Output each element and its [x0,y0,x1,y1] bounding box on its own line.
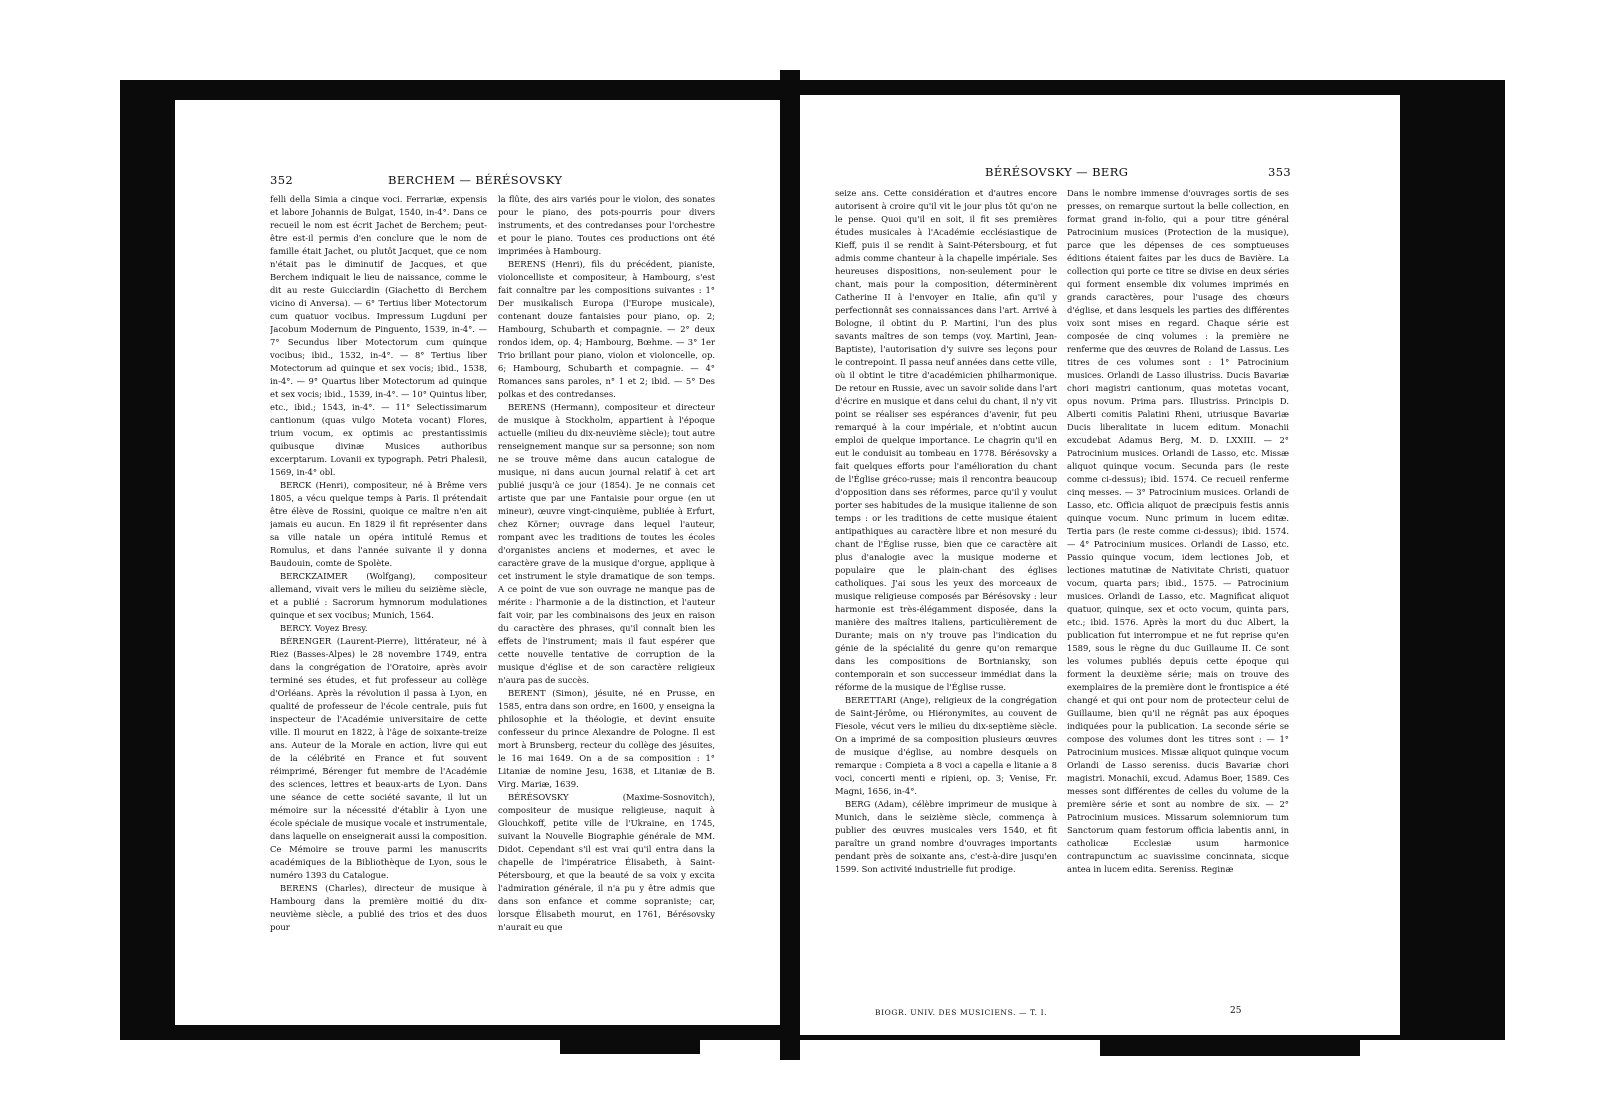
entry-text: seize ans. Cette considération et d'autres encore autorisent à croire qu'il vit le jour plus tôt qu'on ne le pense. Quoi qu'il en soit, il fit ses premières études musicales à l'Académie ecclésiastique de Kieff, puis il se rendit à Saint-Pétersbourg, et fut admis comme chanteur à la chapelle impériale. Ses heureuses dispositions, non-seulement pour le chant, mais pour la composition, déterminèrent Catherine II à l'envoyer en Italie, afin qu'il y perfectionnât ses connaissances dans l'art. Arrivé à Bologne, il obtint du P. Martini, l'un des plus savants maîtres de son temps (voy. Martini, Jean-Baptiste), l'autorisation d'y suivre ses leçons pour le contrepoint. Il passa neuf années dans cette ville, où il obtint le titre d'académicien philharmonique. De retour en Russie, avec un savoir solide dans l'art d'écrire en musique et dans celui du chant, il n'y vit point se réaliser ses espérances d'avenir, fut peu remarqué à la cour impériale, et n'obtint aucun emploi de quelque importance. Le chagrin qu'il en eut le conduisit au tombeau en 1778. Bérésovsky a fait quelques efforts pour l'amélioration du chant de l'Église gréco-russe; mais il rencontra beaucoup d'opposition dans ses réformes, parce qu'il y voulut porter ses habitudes de la musique italienne de son temps : or les traditions de cette musique étaient antipathiques au caractère libre et non mesuré du chant de l'Église russe, bien que ce caractère ait plus d'analogie avec la musique moderne et populaire que le plain-chant des églises catholiques. J'ai sous les yeux des morceaux de musique religieuse composés par Bérésovsky : leur harmonie est très-élégamment disposée, dans la manière des maîtres italiens, particulièrement de Durante; mais on n'y trouve pas l'indication du génie de la spécialité du genre qu'on remarque dans les compositions de Bortniansky, son contemporain et son successeur immédiat dans la réforme de la musique de l'Église russe. [835,188,1057,692]
entry-berens-hermann: BERENS (Hermann), compositeur et directeur de musique à Stockholm, appartient à l'époque actuelle (milieu du dix-neuvième siècle); tout autre renseignement manque sur sa personne; son nom ne se trouve même dans aucun catalogue de musique, ni dans aucun journal relatif à cet art publié jusqu'à ce jour (1854). Je ne connais cet artiste que par une Fantaisie pour orgue (en ut mineur), œuvre vingt-cinquième, publiée à Erfurt, chez Körner; ouvrage dans lequel l'auteur, rompant avec les traditions de toutes les écoles d'organistes anciens et modernes, et avec le caractère grave de la musique d'orgue, applique à cet instrument le style dramatique de son temps. A ce point de vue son ouvrage ne manque pas de mérite : l'harmonie a de la distinction, et l'auteur fait voir, par les combinaisons des jeux en raison du caractère des phrases, qu'il connaît bien les effets de l'instrument; mais il faut espérer que cette nouvelle tentative de corruption de la musique d'église et de son caractère religieux n'aura pas de succès. [498,402,715,685]
entry-text: felli della Simia a cinque voci. Ferrariæ, expensis et labore Johannis de Bulgat, 1540, in-4°. Dans ce recueil le nom est écrit Jachet de Berchem; peut-être est-il permis d'en conclure que le nom de famille était Jachet, ou plutôt Jacquet, que ce nom n'était pas le diminutif de Jacques, et que Berchem indiquait le lieu de naissance, comme le dit au reste Guicciardin (Giachetto di Berchem vicino di Anversa). — 6° Tertius liber Motectorum cum quatuor vocibus. Impressum Lugduni per Jacobum Modernum de Pinguento, 1539, in-4°. — 7° Secundus liber Motectorum cum quinque vocibus; ibid., 1532, in-4°. — 8° Tertius liber Motectorum ad quinque et sex vocis; ibid., 1538, in-4°. — 9° Quartus liber Motectorum ad quinque et sex vocis; ibid., 1539, in-4°. — 10° Quintus liber, etc., ibid.; 1543, in-4°. — 11° Selectissimarum cantionum (quas vulgo Moteta vocant) Flores, trium vocum, ex optimis ac prestantissimis quibusque divinæ Musices authoribus excerptarum. Lovanii ex typograph. Petri Phalesii, 1569, in-4° obl. [270,194,487,477]
signature-mark: 25 [1230,1006,1242,1016]
page-footer: BIOGR. UNIV. DES MUSICIENS. — T. I. [875,1008,1048,1017]
entry-beresovsky: BÉRÉSOVSKY (Maxime-Sosnovitch), compositeur de musique religieuse, naquit à Glouchkoff, petite ville de l'Ukraine, en 1745, suivant la Nouvelle Biographie générale de MM. Didot. Cependant s'il est vrai qu'il entra dans la chapelle de l'impératrice Élisabeth, à Saint-Pétersbourg, et que la beauté de sa voix y excita l'admiration générale, il n'a pu y être admis que dans son enfance et comme sopraniste; car, lorsque Élisabeth mourut, en 1761, Bérésovsky n'aurait eu que [498,792,715,932]
left-running-head: BERCHEM — BÉRÉSOVSKY [388,173,563,187]
entry-text: Dans le nombre immense d'ouvrages sortis de ses presses, on remarque surtout la belle collection, en format grand in-folio, qui a pour titre général Patrocinium musices (Protection de la musique), parce que les dépenses de ces somptueuses éditions étaient faites par les ducs de Bavière. La collection qui porte ce titre se divise en deux séries qui forment ensemble dix volumes imprimés en grands caractères, pour l'usage des chœurs d'église, et dans lesquels les parties des différentes voix sont mises en regard. Chaque série est composée de cinq volumes : la première ne renferme que des œuvres de Roland de Lassus. Les titres de ces volumes sont : 1° Patrocinium musices. Orlandi de Lasso illustriss. Ducis Bavariæ chori magistri cantionum, quas motetas vocant, opus novum. Prima pars. Illustriss. Principis D. Alberti comitis Palatini Rheni, utriusque Bavariæ Ducis liberalitate in lucem editum. Monachii excudebat Adamus Berg, M. D. LXXIII. — 2° Patrocinium musices. Orlandi de Lasso, etc. Missæ aliquot quinque vocum. Secunda pars (le reste comme ci-dessus); ibid. 1574. Ce recueil renferme cinq messes. — 3° Patrocinium musices. Orlandi de Lasso, etc. Officia aliquot de præcipuis festis annis quinque vocum. Nunc primum in lucem editæ. Tertia pars (le reste comme ci-dessus); ibid. 1574. — 4° Patrocinium musices. Orlandi de Lasso, etc. Passio quinque vocum, idem lectiones Job, et lectiones matutinæ de Nativitate Christi, quatuor vocum, quarta pars; ibid., 1575. — Patrocinium musices. Orlandi de Lasso, etc. Magnificat aliquot quatuor, quinque, sex et octo vocum, quinta pars, etc.; ibid. 1576. Après la mort du duc Albert, la publication fut interrompue et ne fut reprise qu'en 1589, sous le règne du duc Guillaume II. Ce sont les volumes publiés depuis cette époque qui forment la deuxième série; mais on trouve des exemplaires de la première dont le frontispice a été changé et qui ont pour nom de protecteur celui de Guillaume, bien qu'il ne régnât pas aux époques indiquées pour la publication. La seconde série se compose des volumes dont les titres sont : — 1° Patrocinium musices. Missæ aliquot quinque vocum Orlandi de Lasso sereniss. ducis Bavariæ chori magistri. Monachii, excud. Adamus Boer, 1589. Ces messes sont différentes de celles du volume de la première série et sont au nombre de six. — 2° Patrocinium musices. Missarum solemniorum tum Sanctorum quam festorum officia labentis anni, in catholicæ Ecclesiæ usum harmonice contrapunctum ac suavissime concinnata, sicque antea in lucem edita. Sereniss. Reginæ [1067,188,1289,874]
right-column-1 [835,187,1057,1002]
left-page [175,100,780,1025]
left-column-2 [498,193,715,1018]
right-running-head: BÉRÉSOVSKY — BERG [985,165,1129,179]
entry-berenger: BÉRENGER (Laurent-Pierre), littérateur, né à Riez (Basses-Alpes) le 28 novembre 1749, entra dans la congrégation de l'Oratoire, après avoir terminé ses études, et fut professeur au collège d'Orléans. Après la révolution il passa à Lyon, en qualité de professeur de l'école centrale, puis fut inspecteur de l'Académie universitaire de cette ville. Il mourut en 1822, à l'âge de soixante-treize ans. Auteur de la Morale en action, livre qui eut de la célébrité en France et fut souvent réimprimé, Bérenger fut membre de l'Académie des sciences, lettres et beaux-arts de Lyon. Dans une séance de cette société savante, il lut un mémoire sur la nécessité d'établir à Lyon une école spéciale de musique vocale et instrumentale, dans laquelle on enseignerait aussi la composition. Ce Mémoire se trouve parmi les manuscrits académiques de la Bibliothèque de Lyon, sous le numéro 1393 du Catalogue. [270,636,487,880]
scan-smudge [560,1040,700,1054]
entry-berens-henri: BERENS (Henri), fils du précédent, pianiste, violoncelliste et compositeur, à Hambourg, s'est fait connaître par les compositions suivantes : 1° Der musikalisch Europa (l'Europe musicale), contenant douze fantaisies pour piano, op. 2; Hambourg, Schubarth et compagnie. — 2° deux rondos idem, op. 4; Hambourg, Bœhme. — 3° 1er Trio brillant pour piano, violon et violoncelle, op. 6; Hambourg, Schubarth et compagnie. — 4° Romances sans paroles, n° 1 et 2; ibid. — 5° Des polkas et des contredanses. [498,259,715,399]
entry-berg: BERG (Adam), célèbre imprimeur de musique à Munich, dans le seizième siècle, commença à publier des œuvres musicales vers 1540, et fit paraître un grand nombre d'ouvrages importants pendant près de soixante ans, c'est-à-dire jusqu'en 1599. Son activité industrielle fut prodige. [835,799,1057,874]
left-page-number: 352 [270,173,294,187]
entry-berent: BERENT (Simon), jésuite, né en Prusse, en 1585, entra dans son ordre, en 1600, y enseigna la philosophie et la théologie, et devint ensuite confesseur du prince Alexandre de Pologne. Il est mort à Brunsberg, recteur du collège des jésuites, le 16 mai 1649. On a de sa composition : 1° Litaniæ de nomine Jesu, 1638, et Litaniæ de B. Virg. Mariæ, 1639. [498,688,715,789]
entry-text: la flûte, des airs variés pour le violon, des sonates pour le piano, des pots-pourris pour divers instruments, et des contredanses pour l'orchestre et pour le piano. Toutes ces productions ont été imprimées à Hambourg. [498,194,715,256]
right-column-2 [1067,187,1289,1002]
scan-smudge [1100,1038,1360,1056]
book-gutter [780,70,800,1060]
entry-berck: BERCK (Henri), compositeur, né à Brême vers 1805, a vécu quelque temps à Paris. Il prétendait être élève de Rossini, quoique ce maître n'en ait jamais eu aucun. En 1829 il fit représenter dans sa ville natale un opéra intitulé Remus et Romulus, et dans l'année suivante il y donna Baudouin, comte de Spolète. [270,480,487,568]
entry-bercy: BERCY. Voyez Bresy. [280,623,368,633]
left-column-1 [270,193,487,1018]
entry-berckzaimer: BERCKZAIMER (Wolfgang), compositeur allemand, vivait vers le milieu du seizième siècle, et a publié : Sacrorum hymnorum modulationes quinque et sex vocibus; Munich, 1564. [270,571,487,620]
right-page-number: 353 [1268,165,1292,179]
entry-berens-charles: BERENS (Charles), directeur de musique à Hambourg dans la première moitié du dix-neuvième siècle, a publié des trios et des duos pour [270,883,487,932]
entry-berettari: BERETTARI (Ange), religieux de la congrégation de Saint-Jérôme, ou Hiéronymites, au couvent de Fiesole, vécut vers le milieu du dix-septième siècle. On a imprimé de sa composition plusieurs œuvres de musique d'église, au nombre desquels on remarque : Compieta a 8 voci a capella e litanie a 8 voci, concerti menti e ripieni, op. 3; Venise, Fr. Magni, 1656, in-4°. [835,695,1057,796]
right-page [800,95,1400,1035]
